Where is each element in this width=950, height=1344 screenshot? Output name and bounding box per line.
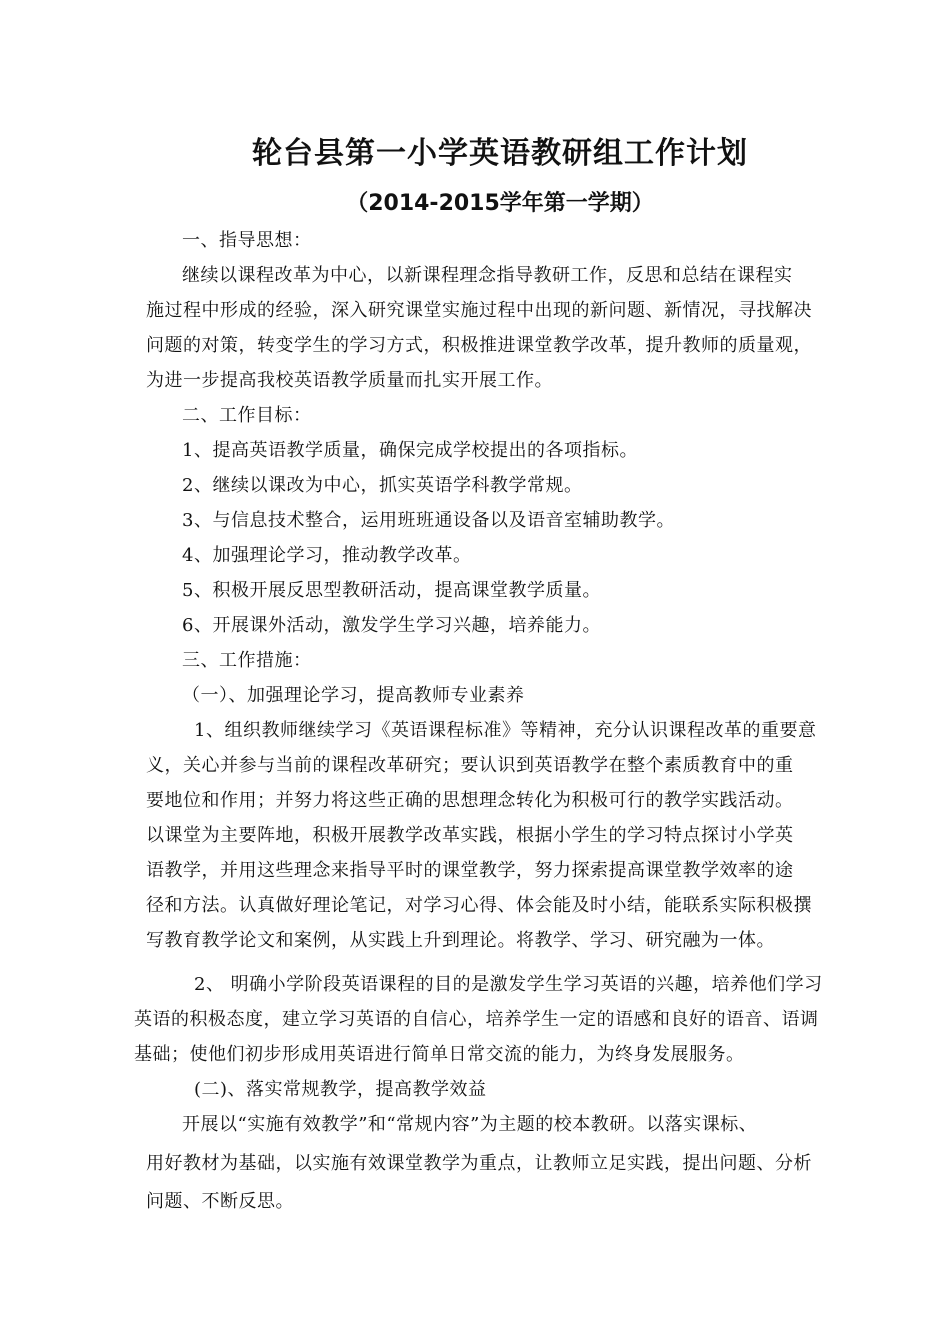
paragraph-line: 1、组织教师继续学习《英语课程标准》等精神，充分认识课程改革的重要意 — [194, 720, 817, 741]
list-item: 4、加强理论学习，推动教学改革。 — [182, 545, 472, 566]
list-item: 5、积极开展反思型教研活动，提高课堂教学质量。 — [182, 580, 601, 601]
paragraph-line: 用好教材为基础，以实施有效课堂教学为重点，让教师立足实践，提出问题、分析 — [146, 1153, 812, 1174]
section-heading: 一、指导思想： — [182, 230, 312, 251]
paragraph-line: 要地位和作用；并努力将这些正确的思想理念转化为积极可行的教学实践活动。 — [146, 790, 794, 811]
list-item: 3、与信息技术整合，运用班班通设备以及语音室辅助教学。 — [182, 510, 675, 531]
paragraph-line: 义，关心并参与当前的课程改革研究；要认识到英语教学在整个素质教育中的重 — [146, 755, 794, 776]
paragraph-line: 径和方法。认真做好理论笔记，对学习心得、体会能及时小结，能联系实际积极撰 — [146, 895, 812, 916]
section-heading: 三、工作措施： — [182, 650, 312, 671]
list-item: 1、提高英语教学质量，确保完成学校提出的各项指标。 — [182, 440, 638, 461]
paragraph-line: 施过程中形成的经验，深入研究课堂实施过程中出现的新问题、新情况，寻找解决 — [146, 300, 812, 321]
paragraph-line: 写教育教学论文和案例，从实践上升到理论。将教学、学习、研究融为一体。 — [146, 930, 775, 951]
paragraph-line: 继续以课程改革为中心，以新课程理念指导教研工作，反思和总结在课程实 — [182, 265, 793, 286]
paragraph-line: 问题、不断反思。 — [146, 1191, 294, 1212]
document-subtitle: （2014-2015学年第一学期） — [346, 191, 654, 216]
paragraph-line: 基础；使他们初步形成用英语进行简单日常交流的能力，为终身发展服务。 — [134, 1044, 745, 1065]
paragraph-line: 2、 明确小学阶段英语课程的目的是激发学生学习英语的兴趣，培养他们学习 — [194, 974, 823, 995]
paragraph-line: 问题的对策，转变学生的学习方式，积极推进课堂教学改革，提升教师的质量观， — [146, 335, 812, 356]
paragraph-line: 为进一步提高我校英语教学质量而扎实开展工作。 — [146, 370, 553, 391]
paragraph-line: 语教学，并用这些理念来指导平时的课堂教学，努力探索提高课堂教学效率的途 — [146, 860, 794, 881]
section-heading: 二、工作目标： — [182, 405, 312, 426]
subsection-heading: （一）、加强理论学习，提高教师专业素养 — [182, 685, 525, 706]
list-item: 6、开展课外活动，激发学生学习兴趣，培养能力。 — [182, 615, 601, 636]
document-title: 轮台县第一小学英语教研组工作计划 — [252, 136, 748, 171]
paragraph-line: 以课堂为主要阵地，积极开展教学改革实践，根据小学生的学习特点探讨小学英 — [146, 825, 794, 846]
subsection-heading: (二)、落实常规教学，提高教学效益 — [194, 1079, 487, 1100]
paragraph-line: 英语的积极态度，建立学习英语的自信心，培养学生一定的语感和良好的语音、语调 — [134, 1009, 819, 1030]
list-item: 2、继续以课改为中心，抓实英语学科教学常规。 — [182, 475, 583, 496]
paragraph-line: 开展以“实施有效教学”和“常规内容”为主题的校本教研。以落实课标、 — [182, 1114, 758, 1135]
